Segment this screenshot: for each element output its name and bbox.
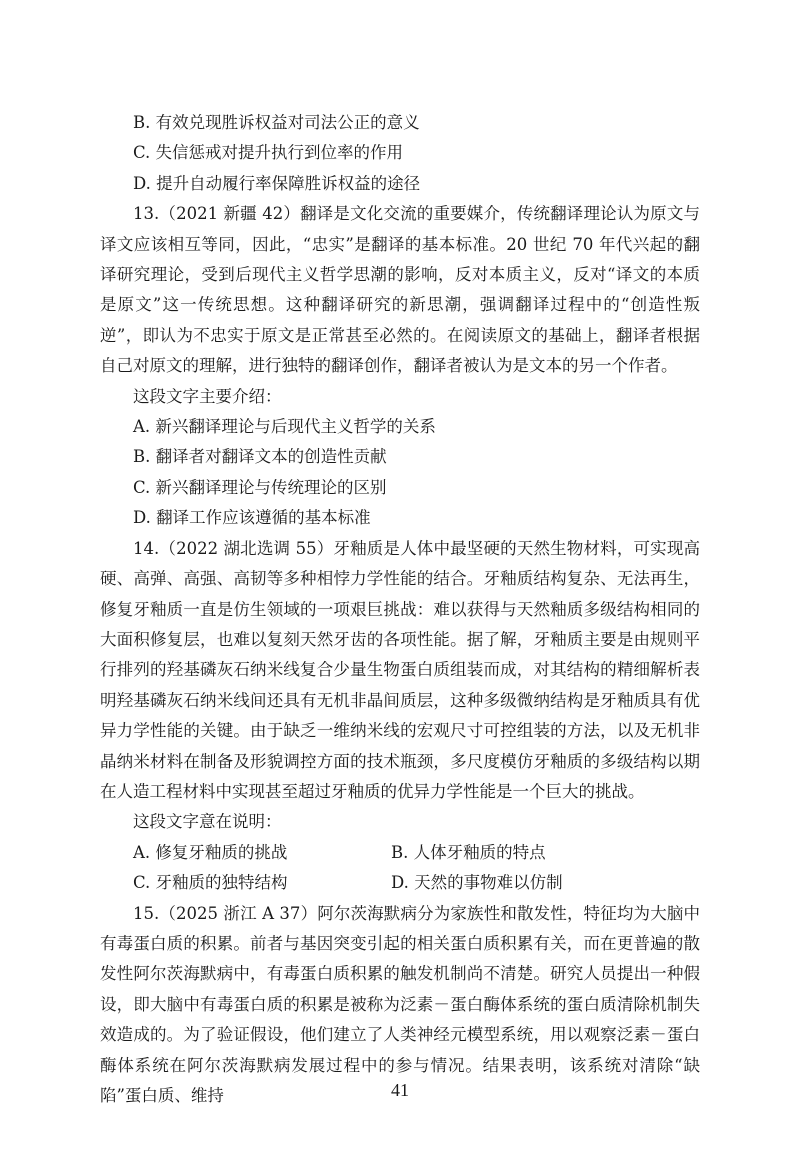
page-content <box>100 108 700 1111</box>
question-13-paragraph: 13.（2021 新疆 42）翻译是文化交流的重要媒介，传统翻译理论认为原文与译文应该相互等同，因此，“忠实”是翻译的基本标准。20 世纪 70 年代兴起的翻译研究理论，受到后现代主义哲学思潮的影响，反对本质主义，反对“译文的本质是原文”这一传统思想。这种翻译研究的新思潮，强调翻译过程中的“创造性叛逆”，即认为不忠实于原文是正常甚至必然的。在阅读原文的基础上，翻译者根据自己对原文的理解，进行独特的翻译创作，翻译者被认为是文本的另一个作者。 <box>100 204 700 376</box>
question-14-option-b: B. 人体牙釉质的特点 <box>391 842 546 862</box>
question-14-option-a: A. 修复牙釉质的挑战 <box>133 842 288 862</box>
question-13-option-a: A. 新兴翻译理论与后现代主义哲学的关系 <box>133 417 436 437</box>
question-14-options-row-2 <box>100 868 700 898</box>
question-14-paragraph: 14.（2022 湖北选调 55）牙釉质是人体中最坚硬的天然生物材料，可实现高硬、高弹、高强、高韧等多种相悖力学性能的结合。牙釉质结构复杂、无法再生，修复牙釉质一直是仿生领域的一项艰巨挑战：难以获得与天然釉质多级结构相同的大面积修复层，也难以复刻天然牙齿的各项性能。据了解，牙釉质主要是由规则平行排列的羟基磷灰石纳米线复合少量生物蛋白质组装而成，对其结构的精细解析表明羟基磷灰石纳米线间还具有无机非晶间质层，这种多级微纳结构是牙釉质具有优异力学性能的关键。由于缺乏一维纳米线的宏观尺寸可控组装的方法，以及无机非晶纳米材料在制备及形貌调控方面的技术瓶颈，多尺度模仿牙釉质的多级结构以期在人造工程材料中实现甚至超过牙釉质的优异力学性能是一个巨大的挑战。 <box>100 538 700 801</box>
question-15-paragraph: 15.（2025 浙江 A 37）阿尔茨海默病分为家族性和散发性，特征均为大脑中有毒蛋白质的积累。前者与基因突变引起的相关蛋白质积累有关，而在更普遍的散发性阿尔茨海默病中，有毒蛋白质积累的触发机制尚不清楚。研究人员提出一种假设，即大脑中有毒蛋白质的积累是被称为泛素－蛋白酶体系统的蛋白质清除机制失效造成的。为了验证假设，他们建立了人类神经元模型系统，用以观察泛素－蛋白酶体系统在阿尔茨海默病发展过程中的参与情况。结果表明，该系统对清除“缺陷”蛋白质、维持 <box>100 903 700 1105</box>
option-d-prev-question: D. 提升自动履行率保障胜诉权益的途径 <box>133 173 421 193</box>
question-14-options-row-1 <box>100 838 700 868</box>
question-14-option-c: C. 牙釉质的独特结构 <box>133 873 288 893</box>
option-b-prev-question: B. 有效兑现胜诉权益对司法公正的意义 <box>133 113 420 132</box>
question-13-stem: 这段文字主要介绍： <box>133 386 282 406</box>
question-13-option-d: D. 翻译工作应该遵循的基本标准 <box>133 508 371 528</box>
question-14-option-d: D. 天然的事物难以仿制 <box>391 873 563 893</box>
question-14-stem: 这段文字意在说明： <box>133 812 282 832</box>
page-number: 41 <box>391 1080 409 1100</box>
question-13-option-c: C. 新兴翻译理论与传统理论的区别 <box>133 477 387 497</box>
question-13-option-b: B. 翻译者对翻译文本的创造性贡献 <box>133 447 387 467</box>
option-c-prev-question: C. 失信惩戒对提升执行到位率的作用 <box>133 143 404 163</box>
